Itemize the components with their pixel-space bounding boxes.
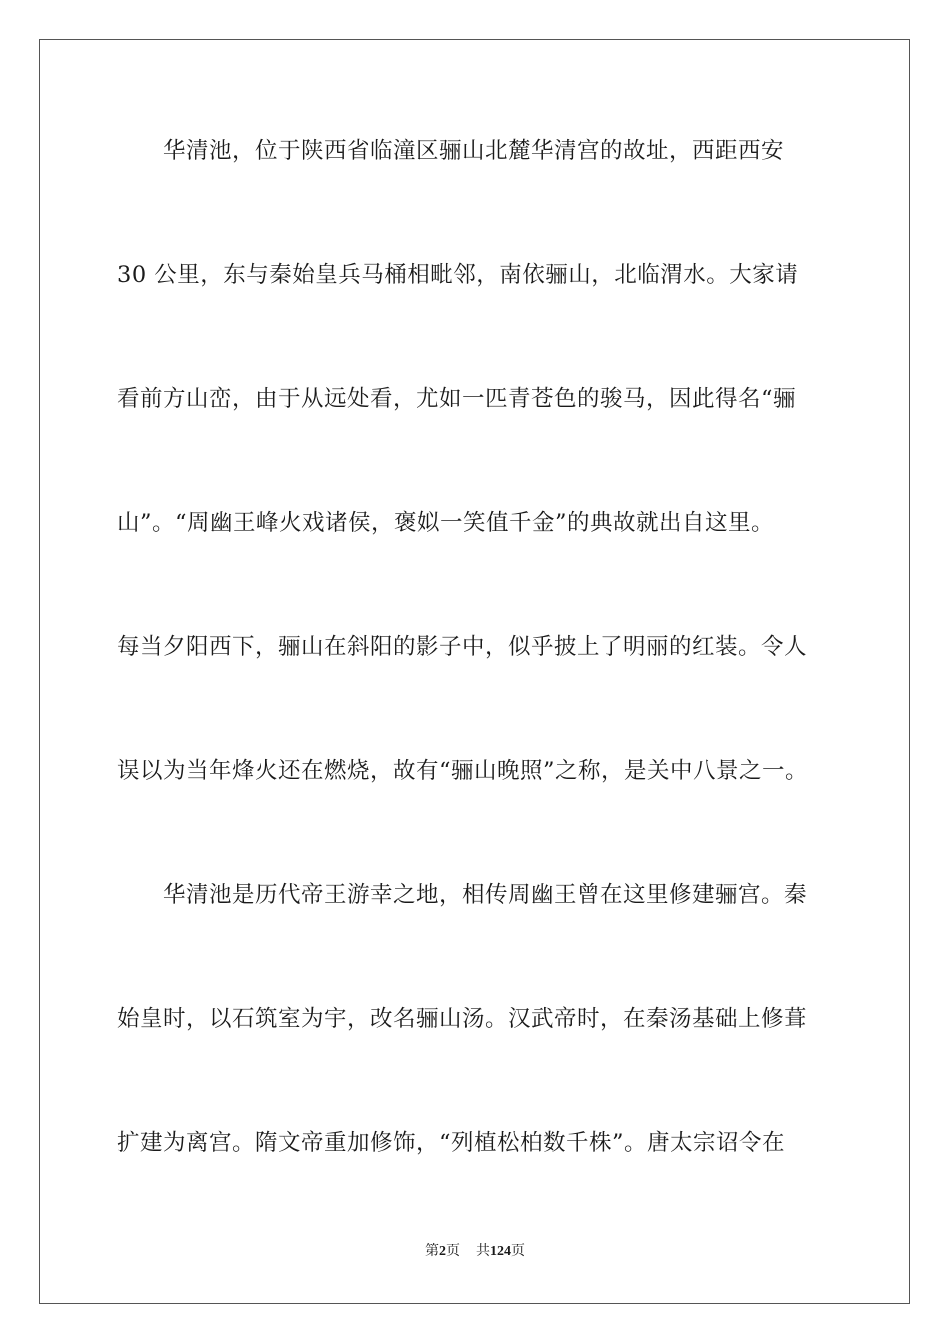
total-prefix: 共 (476, 1244, 490, 1259)
text-line-2: 30 公里，东与秦始皇兵马桶相毗邻，南依骊山，北临渭水。大家请 (117, 262, 799, 288)
page-border (39, 39, 910, 1304)
text-line-8: 始皇时，以石筑室为宇，改名骊山汤。汉武帝时，在秦汤基础上修葺 (117, 1006, 808, 1032)
text-line-7: 华清池是历代帝王游幸之地，相传周幽王曾在这里修建骊宫。秦 (163, 882, 808, 908)
page-prefix: 第 (425, 1244, 439, 1259)
page-suffix: 页 (446, 1244, 460, 1259)
text-line-9: 扩建为离宫。隋文帝重加修饰，“列植松柏数千株”。唐太宗诏令在 (117, 1130, 786, 1156)
page-number: 2 (439, 1244, 446, 1259)
text-line-3: 看前方山峦，由于从远处看，尤如一匹青苍色的骏马，因此得名“骊 (117, 386, 797, 412)
page-footer (0, 1243, 950, 1261)
total-pages: 124 (490, 1244, 511, 1259)
text-line-6: 误以为当年烽火还在燃烧，故有“骊山晚照”之称，是关中八景之一。 (117, 758, 809, 784)
text-line-5: 每当夕阳西下，骊山在斜阳的影子中，似乎披上了明丽的红装。令人 (117, 634, 808, 660)
text-line-4: 山”。“周幽王峰火戏诸侯，褒姒一笑值千金”的典故就出自这里。 (117, 510, 775, 536)
text-line-1: 华清池，位于陕西省临潼区骊山北麓华清宫的故址，西距西安 (163, 138, 785, 164)
total-suffix: 页 (511, 1244, 525, 1259)
